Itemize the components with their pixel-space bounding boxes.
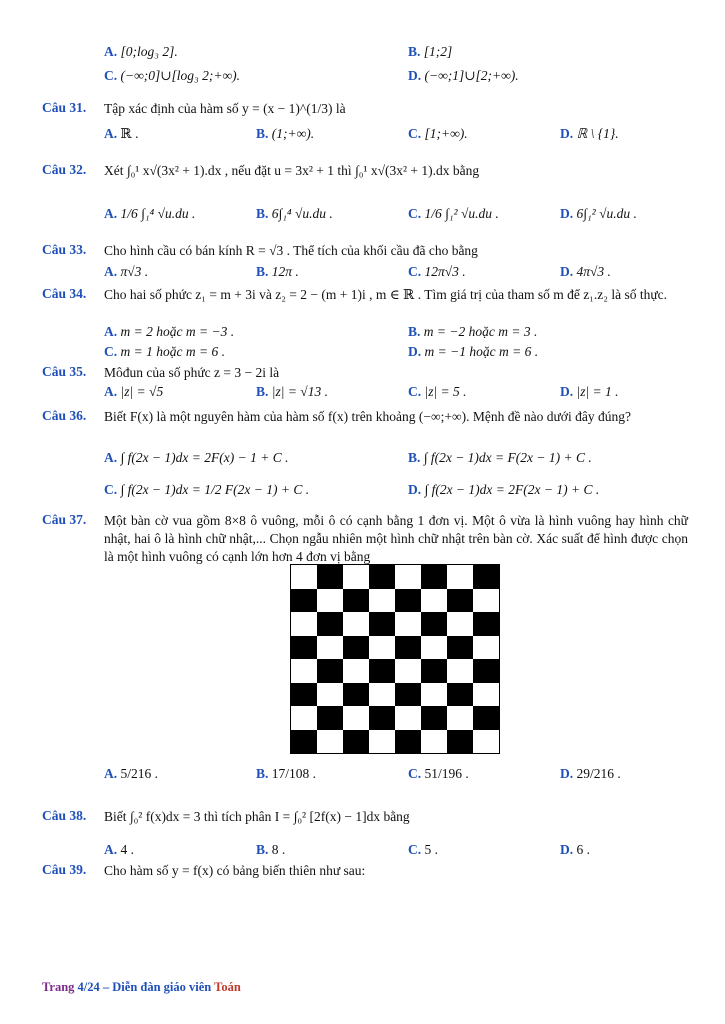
- chess-square: [447, 659, 473, 683]
- chess-square: [291, 612, 317, 636]
- q32-stem: Xét ∫₀¹ x√(3x² + 1).dx , nếu đặt u = 3x² + 1 thì ∫₀¹ x√(3x² + 1).dx bằng: [104, 163, 480, 178]
- chess-square: [421, 706, 447, 730]
- chess-square: [317, 683, 343, 707]
- chess-square: [395, 636, 421, 660]
- chess-square: [343, 589, 369, 613]
- chess-square: [395, 706, 421, 730]
- chess-square: [291, 636, 317, 660]
- chess-square: [343, 612, 369, 636]
- q35-stem: Môđun của số phức z = 3 − 2i là: [104, 365, 280, 380]
- chess-square: [447, 636, 473, 660]
- page-footer: [42, 980, 241, 995]
- q35-option-a[interactable]: A. |z| = √5: [104, 384, 164, 399]
- q32-number: Câu 32.: [42, 162, 87, 177]
- chess-square: [473, 730, 499, 754]
- chess-square: [369, 636, 395, 660]
- q36-option-b[interactable]: B. ∫ f(2x − 1)dx = F(2x − 1) + C .: [408, 450, 592, 465]
- q34-option-b[interactable]: B. m = −2 hoặc m = 3 .: [408, 324, 538, 339]
- chess-square: [447, 683, 473, 707]
- chess-square: [317, 612, 343, 636]
- q33-option-b[interactable]: B. 12π .: [256, 264, 299, 279]
- chess-square: [317, 565, 343, 589]
- chess-square: [343, 683, 369, 707]
- q30-option-c[interactable]: C. (−∞;0]∪[log₃ 2;+∞).: [104, 68, 240, 83]
- option-label: C.: [104, 68, 118, 83]
- chess-square: [447, 730, 473, 754]
- chess-square: [473, 683, 499, 707]
- chess-square: [395, 565, 421, 589]
- q38-stem: Biết ∫₀² f(x)dx = 3 thì tích phân I = ∫₀² [2f(x) − 1]dx bằng: [104, 809, 410, 824]
- chess-square: [447, 612, 473, 636]
- q34-option-a[interactable]: A. m = 2 hoặc m = −3 .: [104, 324, 235, 339]
- q34-stem: Cho hai số phức z₁ = m + 3i và z₂ = 2 − (m + 1)i , m ∈ ℝ . Tìm giá trị của tham số m để z₁.z₂ là số thực.: [104, 287, 668, 302]
- footer-forum: Diễn đàn giáo viên: [112, 980, 212, 994]
- chess-square: [317, 589, 343, 613]
- chess-square: [421, 612, 447, 636]
- chessboard-figure: [290, 564, 500, 754]
- chess-square: [343, 730, 369, 754]
- option-label: B.: [408, 44, 421, 59]
- q36-number: Câu 36.: [42, 408, 87, 423]
- chess-square: [421, 659, 447, 683]
- q38-number: Câu 38.: [42, 808, 87, 823]
- chess-square: [343, 706, 369, 730]
- chess-square: [317, 730, 343, 754]
- chess-square: [369, 659, 395, 683]
- chess-square: [421, 589, 447, 613]
- chess-square: [395, 683, 421, 707]
- q31-option-c[interactable]: C. [1;+∞).: [408, 126, 468, 141]
- footer-separator: –: [99, 980, 113, 994]
- q37-stem: Một bàn cờ vua gồm 8×8 ô vuông, mỗi ô có cạnh bằng 1 đơn vị. Một ô vừa là hình vuông hay hình chữ nhật, hai ô là hình chữ nhật,... Chọn ngẫu nhiên một hình chữ nhật trên bàn cờ. Xác suất để hình được chọn là một hình vuông có cạnh lớn hơn 4 đơn vị bằng: [104, 513, 688, 564]
- q38-option-c[interactable]: C. 5 .: [408, 842, 438, 857]
- chess-square: [447, 565, 473, 589]
- q36-option-c[interactable]: C. ∫ f(2x − 1)dx = 1/2 F(2x − 1) + C .: [104, 482, 310, 497]
- q39-stem: Cho hàm số y = f(x) có bảng biến thiên như sau:: [104, 863, 366, 878]
- chess-square: [291, 659, 317, 683]
- chess-square: [395, 659, 421, 683]
- chess-square: [291, 706, 317, 730]
- q38-option-b[interactable]: B. 8 .: [256, 842, 286, 857]
- q32-option-b[interactable]: B. 6∫₁⁴ √u.du .: [256, 206, 333, 221]
- q35-number: Câu 35.: [42, 364, 87, 379]
- q34-option-c[interactable]: C. m = 1 hoặc m = 6 .: [104, 344, 225, 359]
- q35-option-b[interactable]: B. |z| = √13 .: [256, 384, 328, 399]
- chess-square: [369, 589, 395, 613]
- chess-square: [473, 565, 499, 589]
- chess-square: [291, 565, 317, 589]
- chess-square: [395, 730, 421, 754]
- chess-square: [395, 589, 421, 613]
- chess-square: [369, 730, 395, 754]
- q37-option-d[interactable]: D. 29/216 .: [560, 766, 621, 781]
- chess-square: [369, 565, 395, 589]
- q39-number: Câu 39.: [42, 862, 87, 877]
- q31-option-d[interactable]: D. ℝ \ {1}.: [560, 126, 619, 141]
- chess-square: [343, 636, 369, 660]
- chess-square: [447, 589, 473, 613]
- q30-option-a[interactable]: A. [0;log₃ 2].: [104, 44, 178, 59]
- q30-option-b[interactable]: B. [1;2]: [408, 44, 453, 59]
- q35-option-c[interactable]: C. |z| = 5 .: [408, 384, 467, 399]
- footer-subject: Toán: [214, 980, 241, 994]
- q35-option-d[interactable]: D. |z| = 1 .: [560, 384, 619, 399]
- q31-stem: Tập xác định của hàm số y = (x − 1)^(1/3) là: [104, 101, 346, 116]
- q36-stem: Biết F(x) là một nguyên hàm của hàm số f(x) trên khoảng (−∞;+∞). Mệnh đề nào dưới đây đúng?: [104, 409, 631, 424]
- q31-option-a[interactable]: A. ℝ .: [104, 126, 139, 141]
- chess-square: [317, 636, 343, 660]
- q34-option-d[interactable]: D. m = −1 hoặc m = 6 .: [408, 344, 539, 359]
- q30-option-d[interactable]: D. (−∞;1]∪[2;+∞).: [408, 68, 519, 83]
- q33-option-c[interactable]: C. 12π√3 .: [408, 264, 466, 279]
- q38-option-d[interactable]: D. 6 .: [560, 842, 590, 857]
- chess-square: [473, 659, 499, 683]
- q33-stem: Cho hình cầu có bán kính R = √3 . Thể tích của khối cầu đã cho bằng: [104, 243, 478, 258]
- q34-number: Câu 34.: [42, 286, 87, 301]
- q32-option-c[interactable]: C. 1/6 ∫₁² √u.du .: [408, 206, 499, 221]
- chess-square: [343, 565, 369, 589]
- chess-square: [421, 565, 447, 589]
- chess-square: [369, 706, 395, 730]
- q37-option-a[interactable]: A. 5/216 .: [104, 766, 159, 781]
- q31-option-b[interactable]: B. (1;+∞).: [256, 126, 315, 141]
- q37-option-b[interactable]: B. 17/108 .: [256, 766, 317, 781]
- q33-option-a[interactable]: A. π√3 .: [104, 264, 149, 279]
- footer-page-word: Trang: [42, 980, 75, 994]
- chess-square: [473, 706, 499, 730]
- chess-square: [473, 612, 499, 636]
- q33-option-d[interactable]: D. 4π√3 .: [560, 264, 611, 279]
- q36-option-a[interactable]: A. ∫ f(2x − 1)dx = 2F(x) − 1 + C .: [104, 450, 289, 465]
- q31-number: Câu 31.: [42, 100, 87, 115]
- chess-square: [473, 589, 499, 613]
- chess-square: [421, 730, 447, 754]
- q33-number: Câu 33.: [42, 242, 87, 257]
- chess-square: [317, 706, 343, 730]
- chess-square: [421, 636, 447, 660]
- q32-option-a[interactable]: A. 1/6 ∫₁⁴ √u.du .: [104, 206, 196, 221]
- chess-square: [473, 636, 499, 660]
- chess-square: [447, 706, 473, 730]
- q32-option-d[interactable]: D. 6∫₁² √u.du .: [560, 206, 637, 221]
- chess-square: [317, 659, 343, 683]
- chess-square: [369, 683, 395, 707]
- footer-page-number: 4/24: [77, 980, 100, 994]
- q37-option-c[interactable]: C. 51/196 .: [408, 766, 469, 781]
- q36-option-d[interactable]: D. ∫ f(2x − 1)dx = 2F(2x − 1) + C .: [408, 482, 600, 497]
- chess-square: [421, 683, 447, 707]
- chess-square: [291, 683, 317, 707]
- option-label: D.: [408, 68, 422, 83]
- chess-square: [291, 589, 317, 613]
- option-label: A.: [104, 44, 118, 59]
- q37-number: Câu 37.: [42, 512, 87, 527]
- chess-square: [395, 612, 421, 636]
- chess-square: [343, 659, 369, 683]
- q38-option-a[interactable]: A. 4 .: [104, 842, 134, 857]
- chess-square: [369, 612, 395, 636]
- chess-square: [291, 730, 317, 754]
